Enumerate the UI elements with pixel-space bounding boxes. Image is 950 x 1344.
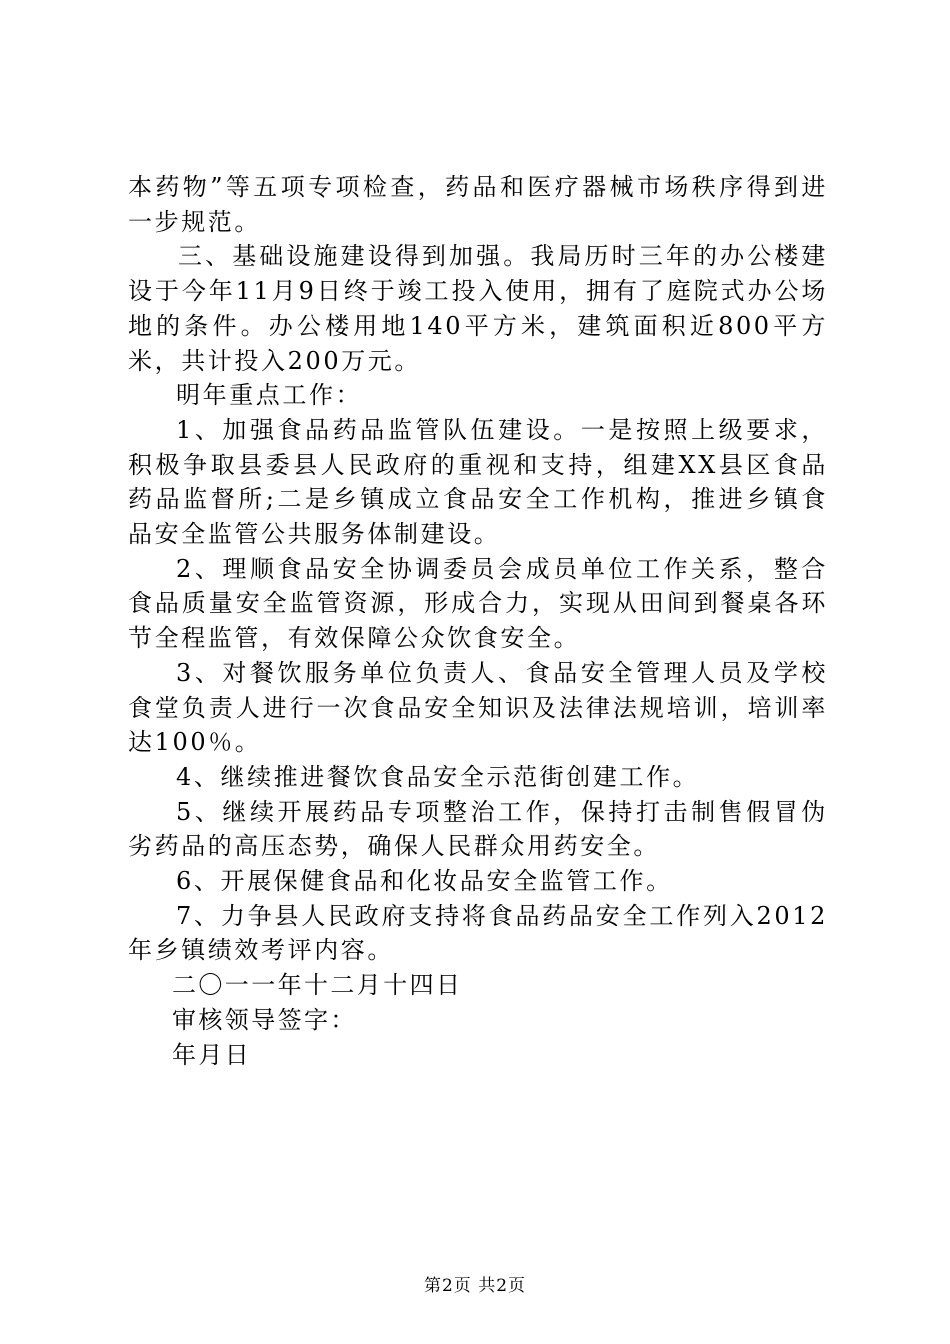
list-item-3: 3、对餐饮服务单位负责人、食品安全管理人员及学校食堂负责人进行一次食品安全知识及法律法规培训，培训率达100％。	[128, 658, 828, 757]
list-item-2: 2、理顺食品安全协调委员会成员单位工作关系，整合食品质量安全监管资源，形成合力，实现从田间到餐桌各环节全程监管，有效保障公众饮食安全。	[128, 554, 828, 653]
list-item-5: 5、继续开展药品专项整治工作，保持打击制售假冒伪劣药品的高压态势，确保人民群众用药安全。	[128, 797, 828, 861]
page-indicator: 第2页 共2页	[423, 1276, 527, 1296]
document-body	[128, 170, 828, 1072]
paragraph-infrastructure: 三、基础设施建设得到加强。我局历时三年的办公楼建设于今年11月9日终于竣工投入使用，拥有了庭院式办公场地的条件。办公楼用地140平方米，建筑面积近800平方米，共计投入200万元。	[128, 242, 828, 375]
date-blank: 年月日	[172, 1040, 252, 1069]
list-item-1: 1、加强食品药品监管队伍建设。一是按照上级要求，积极争取县委县人民政府的重视和支持，组建XX县区食品药品监督所;二是乡镇成立食品安全工作机构，推进乡镇食品安全监管公共服务体制建设。	[128, 415, 828, 549]
section-heading-next-year: 明年重点工作：	[176, 381, 363, 410]
list-item-4: 4、继续推进餐饮食品安全示范街创建工作。	[176, 762, 700, 791]
list-item-6: 6、开展保健食品和化妆品安全监管工作。	[176, 867, 673, 896]
date-line: 二〇一一年十二月十四日	[172, 971, 463, 1000]
page-footer	[0, 1271, 950, 1296]
list-item-7: 7、力争县人民政府支持将食品药品安全工作列入2012年乡镇绩效考评内容。	[128, 901, 828, 965]
approval-signature-label: 审核领导签字：	[172, 1005, 357, 1034]
paragraph-continued: 本药物”等五项专项检查，药品和医疗器械市场秩序得到进一步规范。	[128, 173, 828, 236]
